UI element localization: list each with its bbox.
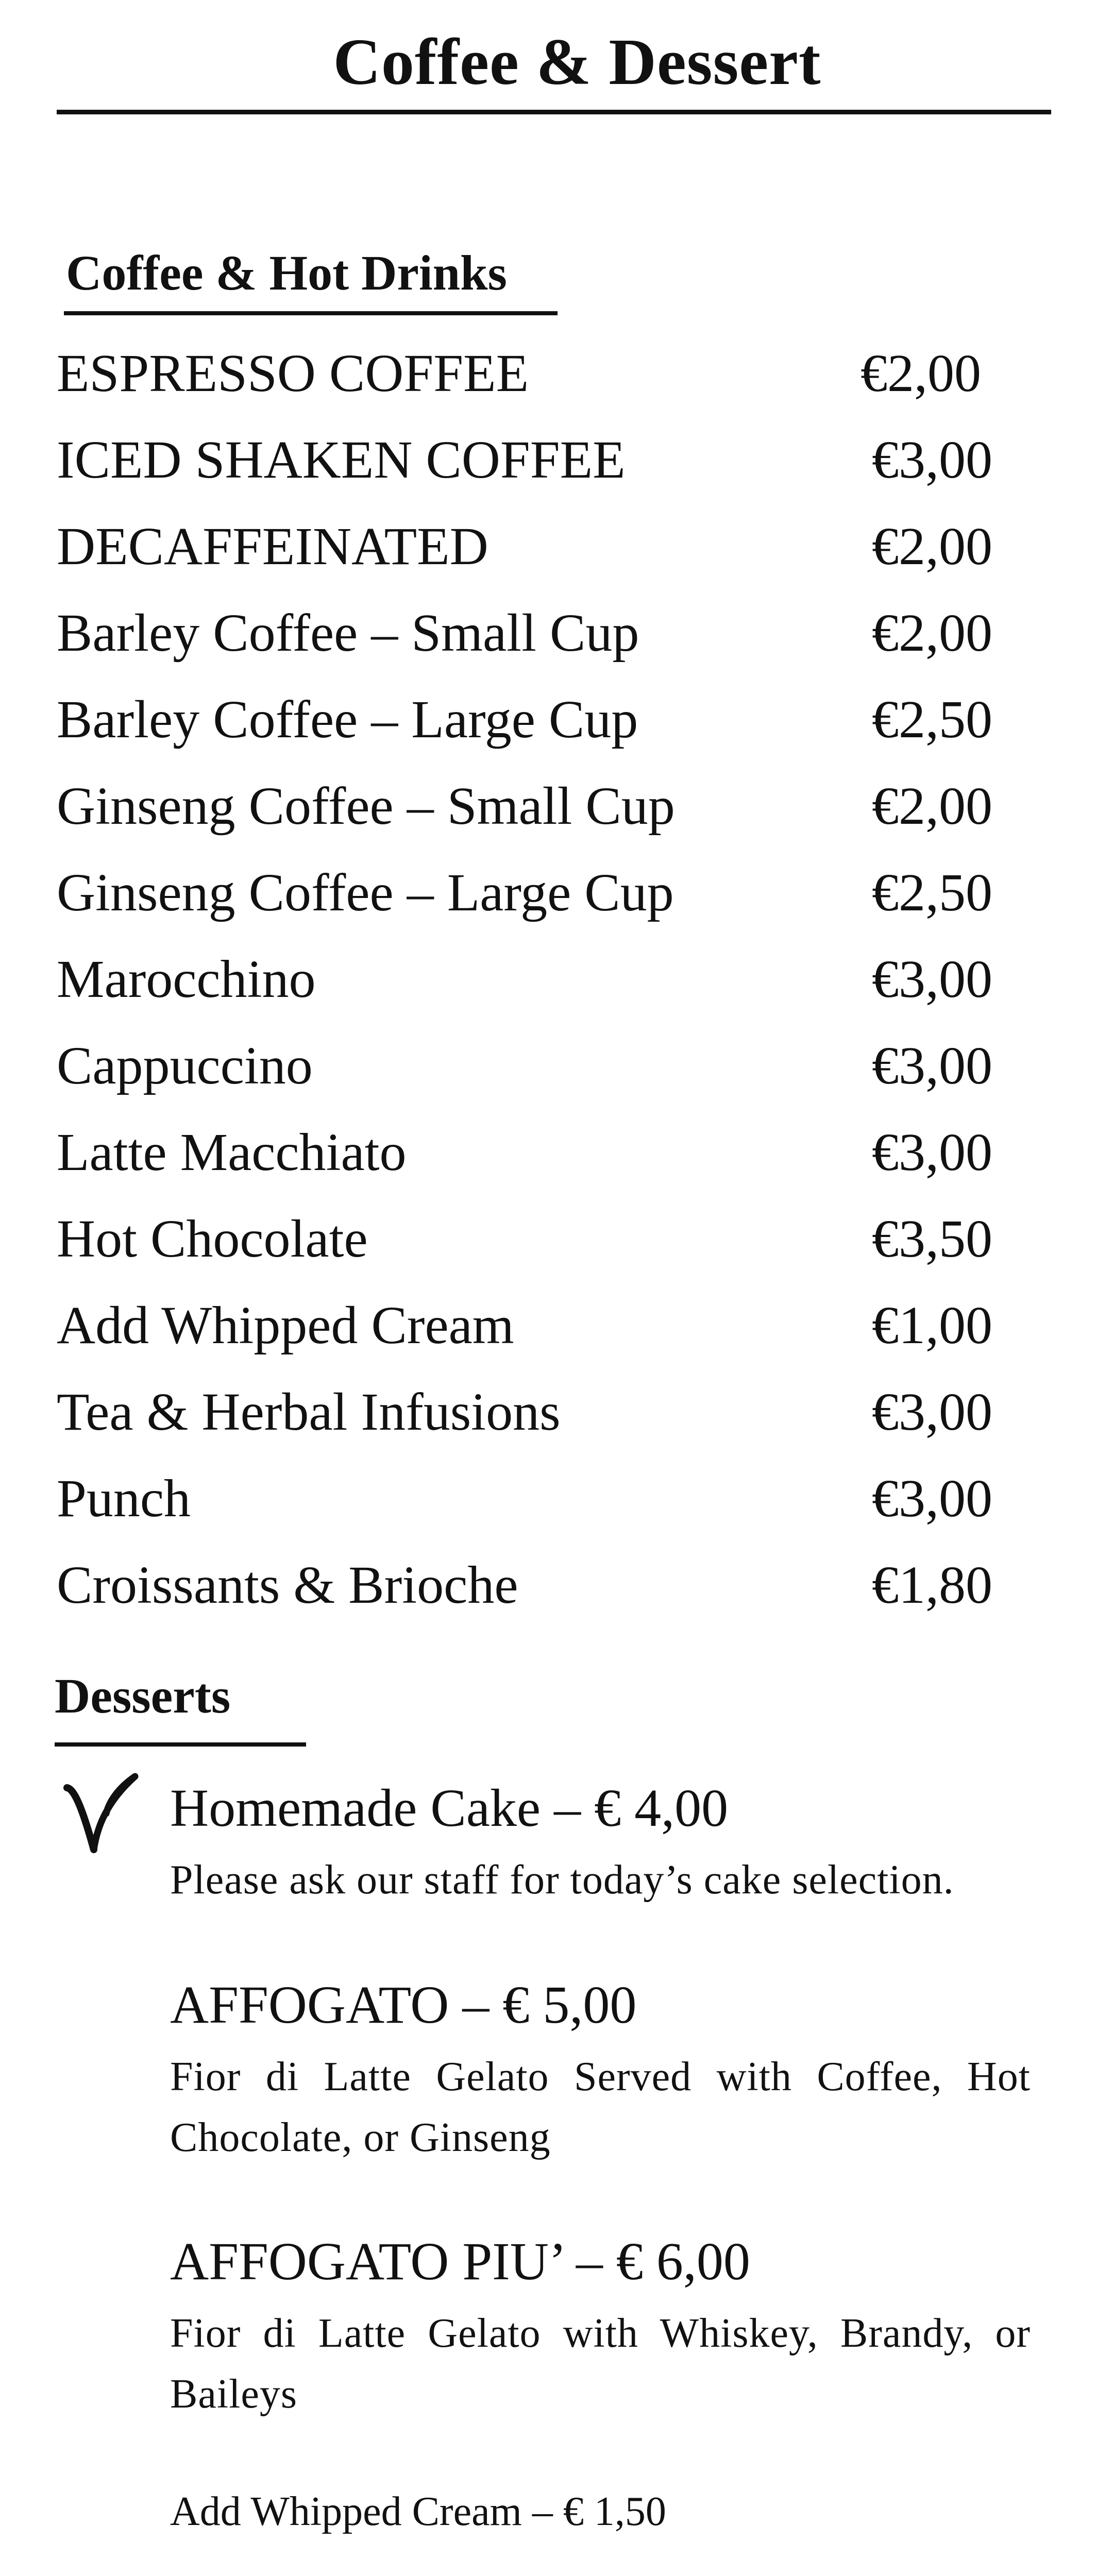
menu-item-price: €3,00 <box>872 950 992 1009</box>
menu-item <box>57 508 1036 585</box>
desserts-section-heading: Desserts <box>55 1668 231 1723</box>
dessert-description: Fior di Latte Gelato with Whiskey, Brandy, or Baileys <box>170 2311 1031 2417</box>
menu-item <box>57 768 1036 845</box>
menu-item <box>57 1460 1036 1537</box>
menu-item-name: ESPRESSO COFFEE <box>57 344 529 403</box>
menu-item <box>57 1287 1036 1364</box>
menu-item-name: Cappuccino <box>57 1036 313 1095</box>
menu-item-name: Barley Coffee – Small Cup <box>57 603 639 663</box>
menu-item <box>57 595 1036 672</box>
menu-item <box>57 854 1036 931</box>
menu-item-name: Latte Macchiato <box>57 1123 407 1182</box>
menu-item-price: €3,00 <box>872 430 992 489</box>
dessert-title: AFFOGATO – € 5,00 <box>170 1975 637 2035</box>
menu-item-price: €2,50 <box>872 690 992 749</box>
menu-item-price: €2,00 <box>872 776 992 836</box>
menu-item-price: €2,50 <box>872 863 992 922</box>
menu-item <box>57 1547 1036 1624</box>
dessert-addon: Add Whipped Cream – € 1,50 <box>170 2489 666 2534</box>
menu-item-name: Punch <box>57 1469 191 1528</box>
menu-item-name: Ginseng Coffee – Small Cup <box>57 776 675 836</box>
menu-item <box>57 681 1036 758</box>
coffee-section-heading: Coffee & Hot Drinks <box>66 245 507 300</box>
menu-item-name: Hot Chocolate <box>57 1209 368 1268</box>
menu-item-price: €1,00 <box>872 1296 992 1355</box>
page-title: Coffee & Dessert <box>333 25 821 98</box>
menu-item <box>57 1374 1036 1451</box>
menu-item-price: €3,00 <box>872 1123 992 1182</box>
desserts-section-underline <box>55 1742 306 1747</box>
menu-item-price: €1,80 <box>872 1555 992 1615</box>
menu-item-name: Croissants & Brioche <box>57 1555 518 1615</box>
menu-item <box>57 421 1036 499</box>
title-divider <box>57 110 1051 114</box>
menu-item <box>57 335 1036 412</box>
dessert-description: Fior di Latte Gelato Served with Coffee, Hot Chocolate, or Ginseng <box>170 2054 1031 2160</box>
menu-item-price: €2,00 <box>872 517 992 576</box>
menu-item-name: ICED SHAKEN COFFEE <box>57 430 626 489</box>
menu-item-price: €3,00 <box>872 1382 992 1442</box>
dessert-description: Please ask our staff for today’s cake selection. <box>170 1857 954 1903</box>
menu-item <box>57 1114 1036 1191</box>
coffee-section-underline <box>64 311 558 315</box>
menu-item-price: €2,00 <box>861 344 981 403</box>
menu-item-price: €3,00 <box>872 1469 992 1528</box>
menu-item-price: €2,00 <box>872 603 992 663</box>
vegetarian-leaf-icon <box>63 1772 140 1860</box>
menu-item-name: DECAFFEINATED <box>57 517 488 576</box>
menu-item-name: Tea & Herbal Infusions <box>57 1382 561 1442</box>
menu-item <box>57 1200 1036 1278</box>
menu-item-name: Add Whipped Cream <box>57 1296 514 1355</box>
menu-item-price: €3,50 <box>872 1209 992 1268</box>
menu-item-name: Barley Coffee – Large Cup <box>57 690 638 749</box>
menu-item <box>57 941 1036 1018</box>
dessert-title: AFFOGATO PIU’ – € 6,00 <box>170 2232 750 2291</box>
menu-item <box>57 1027 1036 1105</box>
dessert-title: Homemade Cake – € 4,00 <box>170 1778 729 1838</box>
menu-item-price: €3,00 <box>872 1036 992 1095</box>
menu-item-name: Marocchino <box>57 950 316 1009</box>
menu-item-name: Ginseng Coffee – Large Cup <box>57 863 674 922</box>
